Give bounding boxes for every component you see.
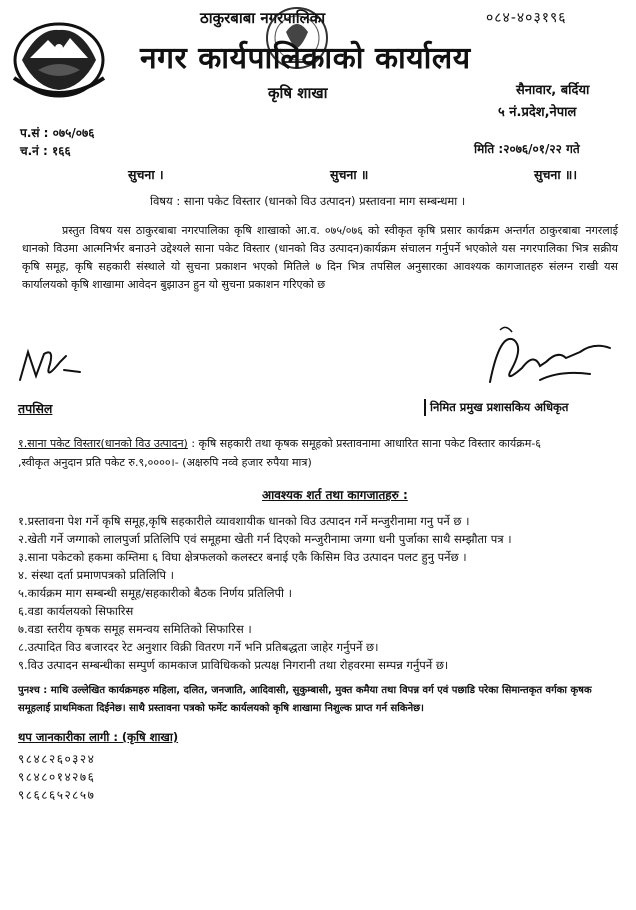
signatory-title: निमित प्रमुख प्रशासकिय अधिकृत xyxy=(424,399,572,416)
requirement-item: ७.वडा स्तरीय कृषक समूह समन्वय समितिको सिफारिस । xyxy=(18,622,252,636)
requirement-item: १.प्रस्तावना पेश गर्ने कृषि समूह,कृषि सहकारीले व्यावशायीक धानको विउ उत्पादन गर्ने मन्जुरीनामा गनु पर्ने छ । xyxy=(18,514,470,528)
location-line-1: सैनावार, बर्दिया xyxy=(516,83,590,98)
handwritten-signature-right xyxy=(470,322,620,400)
office-phone: ०८४-४०३१९६ xyxy=(486,10,567,26)
requirement-item: ९.विउ उत्पादन सम्बन्धीका सम्पुर्ण कामकाज प्राविधिकको प्रत्यक्ष निगरानी तथा रोहवरमा सम्पन्न गर्नुपर्ने छ। xyxy=(18,658,449,672)
tapasil-item-1-line2: ,स्वीकृत अनुदान प्रति पकेट रु.९,००००।- (अक्षरुपि नव्वे हजार रुपैया मात्र) xyxy=(18,456,312,469)
requirement-item: ६.वडा कार्यलयको सिफारिस xyxy=(18,604,134,618)
notice-label-3: सुचना ॥। xyxy=(534,167,578,182)
tapasil-item-1-text: : कृषि सहकारी तथा कृषक समूहको प्रस्तावनामा आधारित साना पकेट विस्तार कार्यक्रम-६ xyxy=(187,437,542,450)
handwritten-signature-left xyxy=(14,342,86,392)
notice-label-2: सुचना ॥ xyxy=(330,167,369,182)
dispatch-number: च.नं : १६६ xyxy=(20,144,71,158)
tapasil-heading: तपसिल xyxy=(18,401,53,416)
contact-heading: थप जानकारीका लागी : (कृषि शाखा) xyxy=(18,730,179,744)
branch-name: कृषि शाखा xyxy=(268,84,328,102)
tapasil-item-1 xyxy=(18,434,618,472)
notice-label-1: सुचना । xyxy=(128,167,164,182)
contact-phone: ९८६८६५२८५७ xyxy=(18,788,96,802)
requirements-heading: आवश्यक शर्त तथा कागजातहरु : xyxy=(262,488,408,502)
requirement-item: ३.साना पकेटको हकमा कम्तिमा ६ विघा क्षेत्रफलको कलस्टर बनाई एकै किसिम विउ उत्पादन पलट हुनु पर्नेछ । xyxy=(18,550,467,564)
subject-line: विषय : साना पकेट विस्तार (धानको विउ उत्पादन) प्रस्तावना माग सम्बन्धमा । xyxy=(150,194,466,208)
tapasil-item-1-head: १.साना पकेट विस्तार(धानको विउ उत्पादन) xyxy=(18,437,188,450)
office-title: नगर कार्यपालिकाको कार्यालय xyxy=(140,41,471,76)
postscript-note: पुनश्च : माथि उल्लेखित कार्यक्रमहरु महिला, दलित, जनजाति, आदिवासी, सुकुम्बासी, मुक्त कमैया तथा विपन्न वर्ग एवं पछाडि परेका सिमान्तकृत वर्गका कृषक समूहलाई प्राथमिकता दिईनेछ। साथै प्रस्तावना पत्रको फर्मेट कार्यलयको कृषि शाखामा निशुल्क प्राप्त गर्न सकिनेछ। xyxy=(18,685,592,714)
contact-phone: ९८४८०१४२७६ xyxy=(18,770,96,784)
requirement-item: २.खेती गर्ने जग्गाको लालपुर्जा प्रतिलिपि एवं समूहमा खेती गर्न दिएको मन्जुरीनामा जग्गा धनी पुर्जाका साथै सम्झौता पत्र । xyxy=(18,532,512,546)
nepal-emblem-icon xyxy=(8,18,110,102)
requirement-item: ५.कार्यक्रम माग सम्बन्धी समूह/सहकारीको बैठक निर्णय प्रतिलिपी । xyxy=(18,586,293,600)
contact-phone: ९८४८२६०३२४ xyxy=(18,752,96,766)
location-line-2: ५ नं.प्रदेश,नेपाल xyxy=(498,105,577,120)
requirement-item: ४. संस्था दर्ता प्रमाणपत्रको प्रतिलिपि । xyxy=(18,568,175,582)
requirement-item: ८.उत्पादित विउ बजारदर रेट अनुशार विक्री वितरण गर्ने भनि प्रतिबद्धता जाहेर गर्नुपर्ने छ। xyxy=(18,640,379,654)
letter-date: मिति :२०७६/०१/२२ गते xyxy=(474,142,580,156)
body-paragraph: प्रस्तुत विषय यस ठाकुरबाबा नगरपालिका कृषि शाखाको आ.व. ०७५/०७६ को स्वीकृत कृषि प्रसार कार्यक्रम अन्तर्गत ठाकुरबाबा नगरलाई धानको विउमा आत्मनिर्भर बनाउने उद्देश्यले साना पकेट विस्तार (धानको विउ उत्पादन)कार्यक्रम संचालन गर्नुपर्ने भएकोले यस नगरपालिका भित्र सक्रीय कृषि समूह, कृषि सहकारी संस्थाले यो सुचना प्रकाशन भएको मितिले ७ दिन भित्र तपसिल अनुसारका आवश्यक कागजातहरु संलग्न राखी यस कार्यालयको कृषि शाखामा आवेदन बुझाउन हुन यो सुचना प्रकाशन गरिएको छ xyxy=(22,224,618,291)
letter-reference-number: प.सं : ०७५/०७६ xyxy=(20,126,95,140)
municipality-name: ठाकुरबाबा नगरपालिका xyxy=(200,9,326,27)
